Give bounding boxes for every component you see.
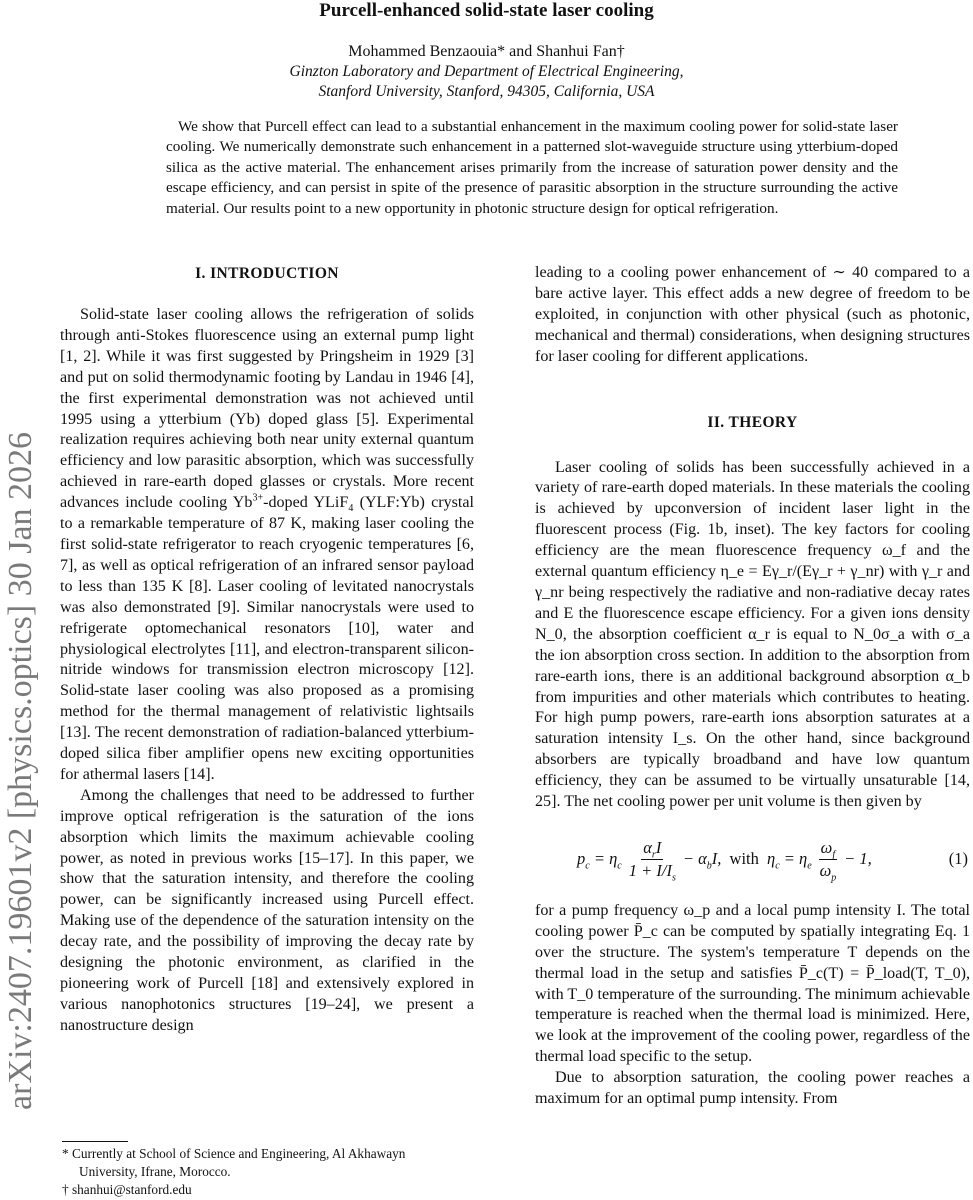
footnote-email: † shanhui@stanford.edu bbox=[62, 1182, 192, 1197]
section-heading-introduction: I. INTRODUCTION bbox=[195, 265, 339, 282]
equation-body: $p_c = \eta_c$ $\frac{\alpha_rI}{1 + I/I_s}$ − $\alpha_bI$, with $\eta_c = \eta_e$ $\frac{\omega_f}{\omega_p}$ − 1, bbox=[577, 838, 872, 884]
footnote-affiliation: * Currently at School of Science and Engineering, Al Akhawayn bbox=[62, 1146, 406, 1161]
arxiv-stamp bbox=[0, 235, 44, 1110]
equation-1 bbox=[535, 825, 970, 895]
paper-title: Purcell-enhanced solid-state laser cooling bbox=[319, 0, 654, 21]
theory-paragraph-3: Due to absorption saturation, the cooling power reaches a maximum for an optimal pump intensity. From bbox=[535, 1069, 970, 1108]
abstract: We show that Purcell effect can lead to a substantial enhancement in the maximum cooling power for solid-state laser cooling. We numerically demonstrate such enhancement in a patterned slot-waveguide structure using ytterbium-doped silica as the active material. The enhancement arises primarily from the increase of saturation power density and the escape efficiency, and can persist in spite of the presence of parasitic absorption in the structure surrounding the active material. Our results point to a new opportunity in photonic structure design for optical refrigeration. bbox=[166, 118, 898, 217]
intro-paragraph-2: Among the challenges that need to be addressed to further improve optical refrigeration is the saturation of the ions absorption which limits the maximum achievable cooling power, as noted in previous works [15–17]. In this paper, we show that the saturation intensity, and therefore the cooling power, can be significantly increased using Purcell effect. Making use of the dependence of the saturation intensity on the decay rate, and the possibility of improving the decay rate by designing the photonic environment, as clarified in the pioneering work of Purcell [18] and extensively explored in various nanophotonics structures [19–24], we present a nanostructure design bbox=[60, 786, 474, 1034]
affiliation-line-2: Stanford University, Stanford, 94305, California, USA bbox=[318, 83, 655, 100]
theory-paragraph-2: for a pump frequency ω_p and a local pump intensity I. The total cooling power P̄_c can be computed by spatially integrating Eq. 1 over the structure. The system's temperature T depends on the thermal load in the setup and satisfies P̄_c(T) = P̄_load(T, T_0), with T_0 temperature of the surrounding. The minimum achievable temperature is reached when the thermal load is minimized. Here, we look at the improvement of the cooling power, regardless of the thermal load specific to the setup. bbox=[535, 901, 970, 1066]
footnotes bbox=[62, 1145, 474, 1199]
arxiv-identifier: arXiv:2407.19601v2 [physics.optics] 30 Jan 2026 bbox=[2, 431, 39, 1110]
left-column bbox=[60, 263, 474, 1037]
section-heading-theory: II. THEORY bbox=[707, 413, 798, 431]
affiliation-line-1: Ginzton Laboratory and Department of Electrical Engineering, bbox=[289, 63, 684, 80]
right-column bbox=[535, 263, 970, 1110]
equation-number: (1) bbox=[948, 849, 968, 869]
author-line: Mohammed Benzaouia* and Shanhui Fan† bbox=[348, 43, 625, 60]
footnote-affiliation-cont: University, Ifrane, Morocco. bbox=[79, 1164, 231, 1179]
intro-paragraph-1: Solid-state laser cooling allows the refrigeration of solids through anti-Stokes fluorescence using an external pump light [1, 2]. While it was first suggested by Pringsheim in 1929 [3] and put on solid thermodynamic footing by Landau in 1946 [4], the first experimental demonstration was not achieved until 1995 using a ytterbium (Yb) doped glass [5]. Experimental realization requires achieving both near unity external quantum efficiency and low parasitic absorption, which was successfully achieved in rare-earth doped glasses or crystals. More recent advances include cooling $Yb^{3+}$-doped YLiF$_4$ (YLF:Yb) crystal to a remarkable temperature of 87 K, making laser cooling the first solid-state refrigerator to reach cryogenic temperatures [6, 7], as well as optical refrigeration of an infrared sensor payload to less than 135 K [8]. Laser cooling of levitated nanocrystals was also demonstrated [9]. Similar nanocrystals were used to refrigerate optomechanical resonators [10], water and physiological electrolytes [11], and electron-transparent silicon-nitride windows for transmission electron microscopy [12]. Solid-state laser cooling was also proposed as a promising method for the thermal management of relativistic lightsails [13]. The recent demonstration of radiation-balanced ytterbium-doped silica fiber amplifier opens new exciting opportunities for athermal lasers [14]. bbox=[60, 306, 474, 783]
theory-paragraph-1: Laser cooling of solids has been successfully achieved in a variety of rare-earth doped materials. In these materials the cooling is achieved by upconversion of incident laser light in the fluorescent process (Fig. 1b, inset). The key factors for cooling efficiency are the mean fluorescence frequency ω_f and the external quantum efficiency η_e = Eγ_r/(Eγ_r + γ_nr) with γ_r and γ_nr being respectively the radiative and non-radiative decay rates and E the fluorescence escape efficiency. For a given ions density N_0, the absorption coefficient α_r is equal to N_0σ_a with σ_a the ion absorption cross section. In addition to the absorption from rare-earth ions, there is an additional background absorption α_b from impurities and other materials which contributes to heating. For high pump powers, rare-earth ions absorption saturates at a saturation intensity I_s. On the other hand, since background absorbers are typically broadband and have low quantum efficiency, they can be assumed to be virtually unsaturable [14, 25]. The net cooling power per unit volume is then given by bbox=[535, 458, 970, 811]
affiliation bbox=[0, 62, 973, 102]
footnote-rule bbox=[62, 1141, 128, 1142]
intro-paragraph-3: leading to a cooling power enhancement of ∼ 40 compared to a bare active layer. This effect adds a new degree of freedom to be exploited, in conjunction with other physical (such as photonic, mechanical and thermal) considerations, when designing structures for laser cooling for different applications. bbox=[535, 264, 970, 365]
